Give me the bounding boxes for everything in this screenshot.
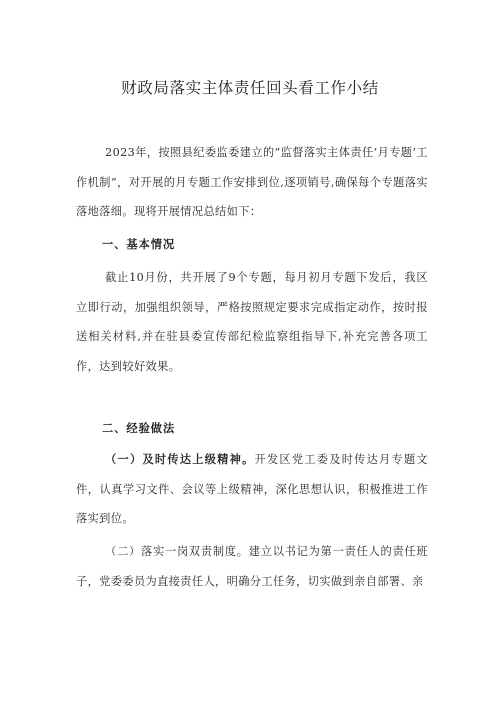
- section2-item1-body: 开发区党工委及时传达月专题文件，认真学习文件、会议等上级精神，深化思想认识，积极推进工作落实到位。: [76, 453, 428, 525]
- section2-heading: 二、经验做法: [102, 422, 176, 435]
- section1-heading: 一、基本情况: [102, 238, 176, 251]
- document-title: 财政局落实主体责任回头看工作小结: [121, 79, 379, 97]
- section2-item1-lead: （一）及时传达上级精神。: [105, 453, 255, 466]
- section2-item2-paragraph: （二）落实一岗双责制度。建立以书记为第一责任人的责任班子，党委委员为直接责任人，明确分工任务，切实做到亲自部署、亲: [76, 545, 428, 588]
- section1-paragraph: 截止10月份，共开展了9个专题，每月初月专题下发后，我区立即行动，加强组织领导，严格按照规定要求完成指定动作，按时报送相关材料,并在驻县委宣传部纪检监察组指导下,补充完善各项工作，达到较好效果。: [76, 271, 428, 373]
- section2-item1-paragraph: [76, 445, 428, 534]
- intro-paragraph: 2023年，按照县纪委监委建立的“监督落实主体责任’月专题’工作机制”，对开展的月专题工作安排到位,逐项销号,确保每个专题落实落地落细。现将开展情况总结如下：: [76, 146, 428, 218]
